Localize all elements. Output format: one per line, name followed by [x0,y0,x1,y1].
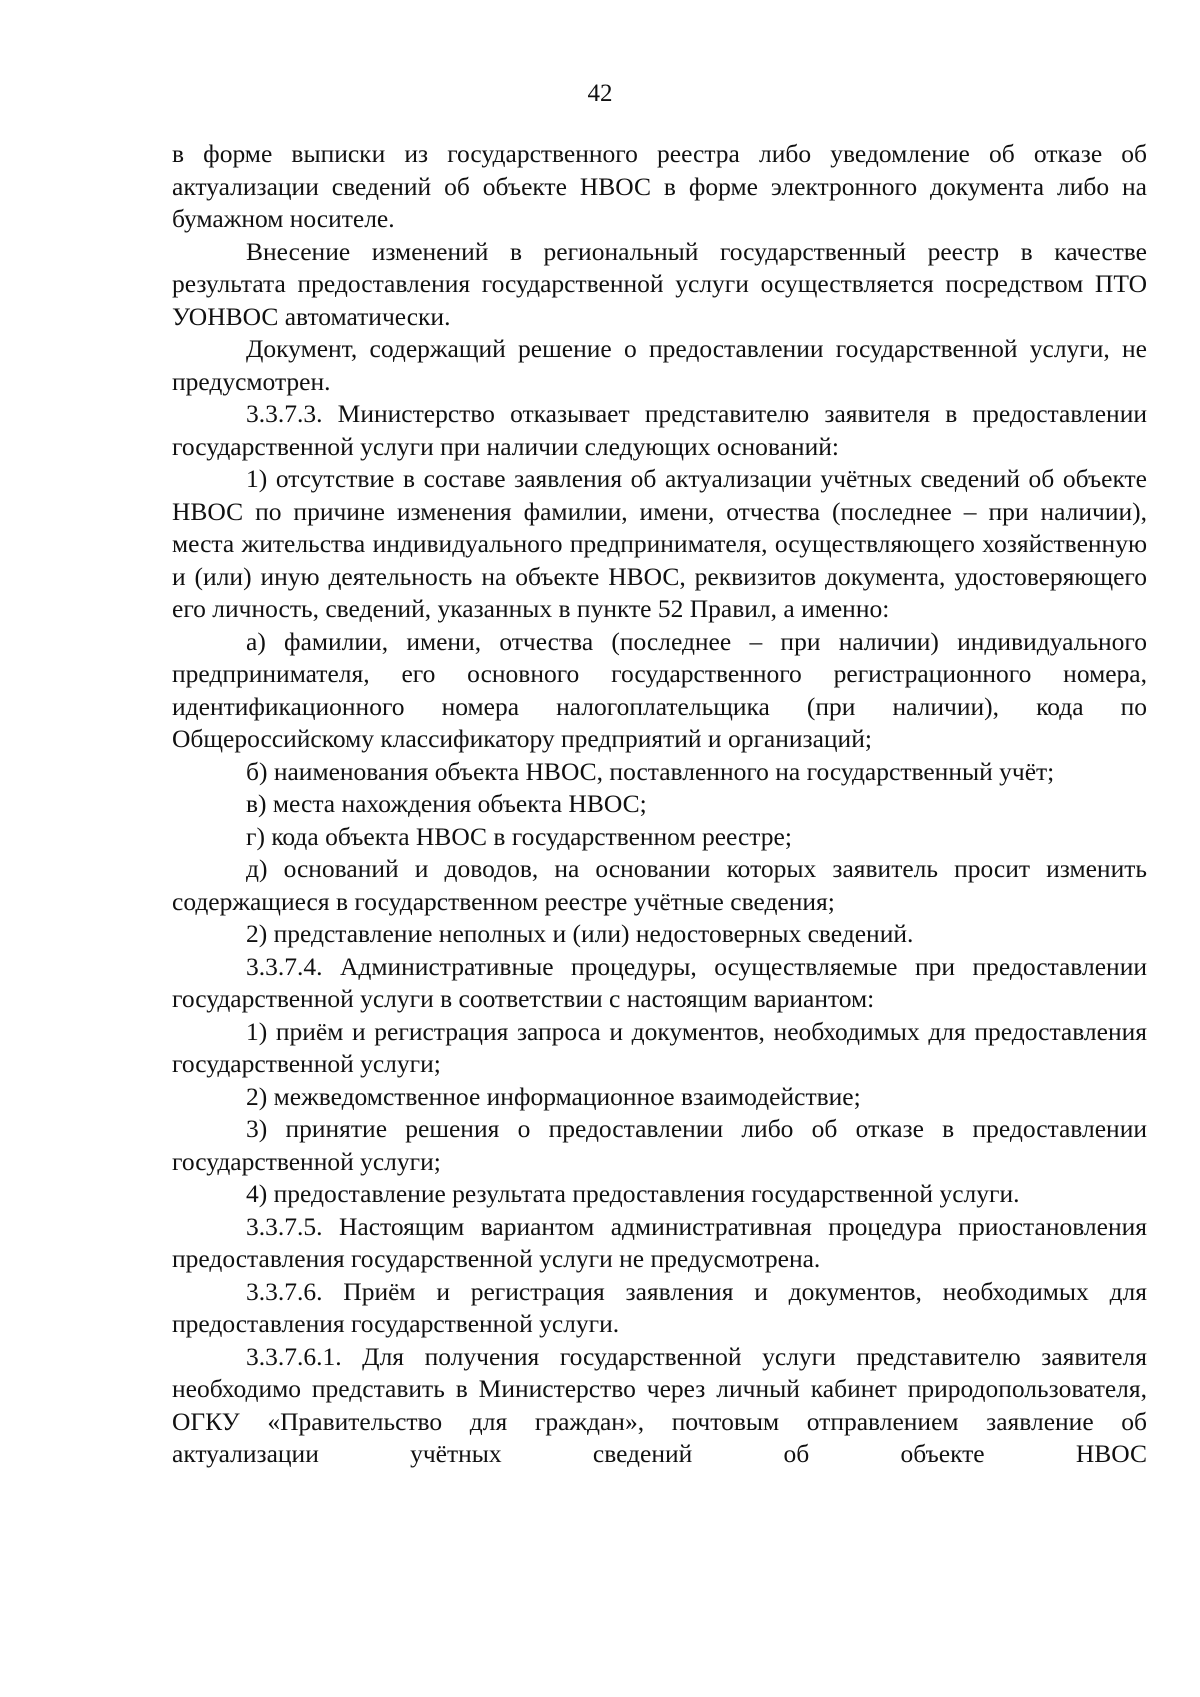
paragraph-continuation: в форме выписки из государственного реестра либо уведомление об отказе об актуализации сведений об объекте НВОС в форме электронного документа либо на бумажном носителе. [172,139,1147,233]
paragraph-3-3-7-4: 3.3.7.4. Административные процедуры, осуществляемые при предоставлении государственной услуги в соответствии с настоящим вариантом: [172,951,1147,1013]
paragraph-decision-document: Документ, содержащий решение о предоставлении государственной услуги, не предусмотрен. [172,334,1147,396]
list-item-subpoint-v: в) места нахождения объекта НВОС; [246,789,647,818]
paragraph-3-3-7-6: 3.3.7.6. Приём и регистрация заявления и документов, необходимых для предоставления государственной услуги. [172,1276,1147,1338]
paragraph-3-3-7-6-1: 3.3.7.6.1. Для получения государственной услуги представителю заявителя необходимо представить в Министерство через личный кабинет природопользователя, ОГКУ «Правительство для граждан», почтовым отправлением заявление об актуализации учётных сведений об объекте НВОС [172,1341,1147,1468]
list-item-subpoint-a: а) фамилии, имени, отчества (последнее – при наличии) индивидуального предпринимателя, его основного государственного регистрационного номера, идентификационного номера налогоплательщика (при наличии), кода по Общероссийскому классификатору предприятий и организаций; [172,626,1147,753]
page-number: 42 [587,80,613,107]
list-item-procedure-3: 3) принятие решения о предоставлении либо об отказе в предоставлении государственной услуги; [172,1114,1147,1176]
paragraph-registry-changes: Внесение изменений в региональный государственный реестр в качестве результата предоставления государственной услуги осуществляется посредством ПТО УОНВОС автоматически. [172,236,1147,331]
list-item-procedure-1: 1) приём и регистрация запроса и документов, необходимых для предоставления государственной услуги; [172,1016,1147,1078]
list-item-subpoint-b: б) наименования объекта НВОС, поставленного на государственный учёт; [246,756,1055,786]
list-item-subpoint-g: г) кода объекта НВОС в государственном реестре; [246,821,792,851]
list-item-procedure-4: 4) предоставление результата предоставления государственной услуги. [246,1179,1020,1208]
list-item-refusal-2: 2) представление неполных и (или) недостоверных сведений. [246,919,914,948]
list-item-subpoint-d: д) оснований и доводов, на основании которых заявитель просит изменить содержащиеся в государственном реестре учётные сведения; [172,854,1147,916]
paragraph-3-3-7-5: 3.3.7.5. Настоящим вариантом административная процедура приостановления предоставления государственной услуги не предусмотрена. [172,1211,1147,1273]
document-body [172,138,1147,1471]
paragraph-3-3-7-3: 3.3.7.3. Министерство отказывает представителю заявителя в предоставлении государственной услуги при наличии следующих оснований: [172,399,1147,461]
list-item-refusal-1: 1) отсутствие в составе заявления об актуализации учётных сведений об объекте НВОС по причине изменения фамилии, имени, отчества (последнее – при наличии), места жительства индивидуального предпринимателя, осуществляющего хозяйственную и (или) иную деятельность на объекте НВОС, реквизитов документа, удостоверяющего его личность, сведений, указанных в пункте 52 Правил, а именно: [172,464,1147,623]
list-item-procedure-2: 2) межведомственное информационное взаимодействие; [246,1081,861,1111]
